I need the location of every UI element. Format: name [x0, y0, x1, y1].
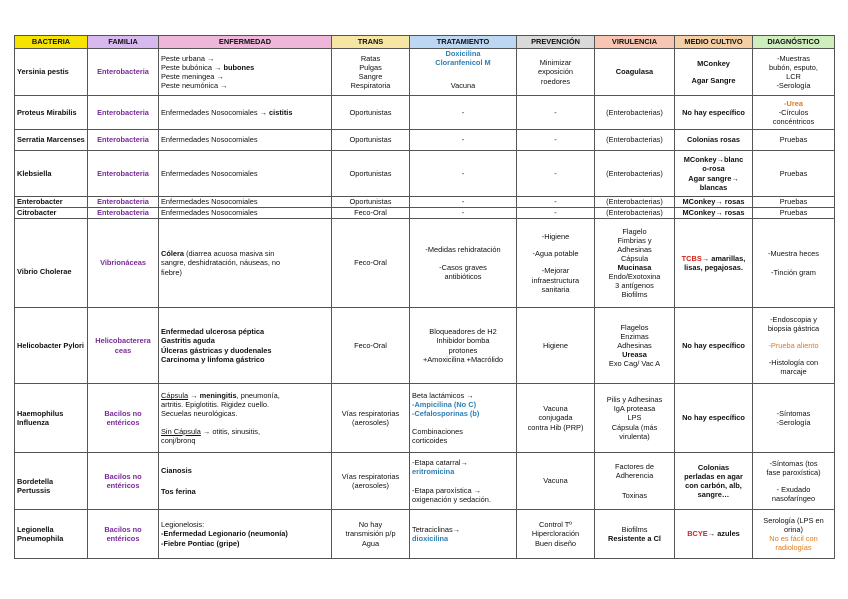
enfermedad-cell — [159, 384, 332, 453]
trat-line: Inhibidor bomba — [436, 336, 490, 346]
prevencion-cell — [517, 384, 595, 453]
vir-line: Toxinas — [621, 490, 648, 500]
diag-line: radiologías — [775, 543, 812, 553]
header-row — [15, 36, 835, 49]
trans-line: Sangre — [358, 72, 383, 81]
medio-cultivo-cell: No hay específico — [675, 96, 753, 130]
bacteria-name: Vibrio Cholerae — [15, 219, 88, 308]
trat-line: Combinaciones — [412, 426, 463, 436]
enf-highlight: meningitis — [199, 391, 237, 401]
bacteria-name: Haemophilus Influenza — [15, 384, 88, 453]
tratamiento-cell — [410, 384, 517, 453]
tratamiento-cell: - — [410, 151, 517, 197]
enf-line: → — [190, 391, 198, 401]
medio-cultivo-cell — [675, 49, 753, 96]
vir-line: Endo/Exotoxina — [608, 272, 661, 282]
medio-line: Agar sangre→ — [688, 173, 739, 183]
diag-line: -Círculos — [778, 107, 809, 117]
bacteria-name: Klebsiella — [15, 151, 88, 197]
header-medio-cultivo: MEDIO CULTIVO — [675, 36, 753, 49]
bacteria-name: Enterobacter — [15, 197, 88, 208]
medio-cultivo-cell — [675, 219, 753, 308]
table-row — [15, 219, 835, 308]
diag-line: -Muestras — [777, 53, 810, 63]
medio-cultivo-cell: MConkey→ rosas — [675, 197, 753, 208]
tratamiento-cell: - — [410, 130, 517, 151]
prev-line: Buen diseño — [534, 538, 577, 548]
prev-line: -Higiene — [541, 232, 570, 242]
familia-cell: Enterobacteria — [88, 49, 159, 96]
medio-cultivo-cell — [675, 453, 753, 510]
trans-line: Agua — [361, 538, 380, 548]
virulencia-cell — [595, 308, 675, 384]
trans-cell — [332, 49, 410, 96]
familia-cell: Enterobacteria — [88, 208, 159, 219]
prevencion-cell: - — [517, 130, 595, 151]
medio-line — [677, 254, 750, 263]
enf-line: -Enfermedad Legionario (neumonía) — [161, 529, 288, 539]
trat-line: -Ampicilina (No C) — [412, 400, 477, 410]
enf-line: Gastritis aguda — [161, 336, 215, 346]
diagnostico-cell — [753, 453, 835, 510]
bacteria-name: Serratia Marcenses — [15, 130, 88, 151]
diagnostico-cell — [753, 219, 835, 308]
vir-line: 3 antígenos — [615, 281, 654, 291]
medio-highlight: BCYE — [687, 529, 708, 539]
medio-line: perladas en agar — [684, 471, 743, 481]
diag-line: bubón, esputo, — [769, 62, 818, 72]
enfermedad-cell: Enfermedades Nosocomiales — [159, 208, 332, 219]
enf-line: artritis. Epiglotitis. Rigidez cuello. — [161, 400, 270, 410]
virulencia-cell: (Enterobacterias) — [595, 130, 675, 151]
vir-line: Cápsula (más — [611, 422, 658, 432]
vir-line: Cápsula — [620, 253, 649, 263]
trans-line: Vías respiratorias — [341, 408, 400, 418]
tratamiento-cell: - — [410, 96, 517, 130]
enf-line: conj/bronq — [161, 435, 196, 445]
table-row — [15, 151, 835, 197]
trat-line: eritromicina — [412, 466, 455, 476]
trat-line: Tetraciclinas→ — [412, 524, 461, 534]
enfermedad-cell — [159, 308, 332, 384]
trans-cell: Oportunistas — [332, 197, 410, 208]
diag-line: marcaje — [780, 367, 807, 377]
prevencion-cell — [517, 49, 595, 96]
header-trans: TRANS — [332, 36, 410, 49]
prev-line: exposición — [538, 67, 573, 77]
diag-line: -Histología con — [768, 358, 819, 368]
familia-cell: Vibrionáceas — [88, 219, 159, 308]
familia-cell: Enterobacteria — [88, 197, 159, 208]
medio-cultivo-cell — [675, 151, 753, 197]
tratamiento-cell — [410, 49, 517, 96]
prev-line: Hipercloración — [531, 529, 580, 539]
diag-line: -Síntomas — [776, 408, 811, 418]
trans-cell: Oportunistas — [332, 151, 410, 197]
trat-line: Vacuna — [450, 81, 476, 91]
table-row — [15, 96, 835, 130]
vir-line: Flagelos — [620, 322, 649, 332]
prevencion-cell: - — [517, 96, 595, 130]
prev-line: contra Hib (PRP) — [527, 422, 584, 432]
medio-line: lisas, pegajosas. — [684, 263, 743, 272]
trans-line: (aerosoles) — [352, 481, 389, 490]
diagnostico-cell — [753, 510, 835, 559]
trat-line: oxigenación y sedación. — [412, 495, 491, 505]
medio-cultivo-cell: Colonias rosas — [675, 130, 753, 151]
prev-line: -Mejorar — [541, 266, 570, 276]
diag-line: -Tinción gram — [771, 267, 816, 277]
trat-line: dioxicilina — [412, 534, 449, 543]
trans-line: No hay — [358, 520, 383, 530]
virulencia-cell — [595, 384, 675, 453]
diagnostico-cell: Pruebas — [753, 151, 835, 197]
diag-line: -Serología — [776, 81, 811, 91]
familia-cell: Bacilos no entéricos — [88, 384, 159, 453]
enfermedad-cell — [159, 49, 332, 96]
enfermedad-cell: Enfermedades Nosocomiales — [159, 151, 332, 197]
medio-line: → azules — [707, 529, 740, 539]
enf-line: Cianosis — [161, 465, 192, 475]
header-prevencion: PREVENCIÓN — [517, 36, 595, 49]
diagnostico-cell — [753, 384, 835, 453]
trans-cell: Oportunistas — [332, 130, 410, 151]
vir-line: Biofilms — [621, 524, 648, 534]
medio-line: con carbón, alb, — [685, 481, 742, 490]
prevencion-cell — [517, 510, 595, 559]
medio-line: MConkey→blanc — [683, 155, 744, 165]
enf-underline: Cápsula — [161, 391, 189, 401]
medio-cultivo-cell — [675, 510, 753, 559]
vir-line: Flagelo — [622, 226, 647, 236]
tratamiento-cell — [410, 453, 517, 510]
prevencion-cell — [517, 219, 595, 308]
medio-line: o-rosa — [702, 164, 725, 174]
trans-cell — [332, 510, 410, 559]
enf-line — [161, 63, 329, 72]
header-virulencia: VIRULENCIA — [595, 36, 675, 49]
vir-line: Adherencia — [615, 471, 654, 481]
prev-line: sanitaria — [541, 284, 570, 294]
virulencia-cell: (Enterobacterias) — [595, 96, 675, 130]
trat-line: protones — [448, 345, 478, 355]
medio-line: → amarillas, — [701, 253, 746, 263]
diagnostico-cell — [753, 49, 835, 96]
vir-line: Adhesinas — [617, 244, 652, 254]
enfermedad-cell: Enfermedades Nosocomiales — [159, 130, 332, 151]
trat-line: Beta lactámicos → — [412, 391, 474, 401]
vir-line: LPS — [627, 413, 642, 423]
diag-line: biopsia gástrica — [767, 323, 820, 333]
trat-line: -Casos graves — [439, 262, 487, 272]
virulencia-cell: (Enterobacterias) — [595, 197, 675, 208]
medio-highlight: TCBS — [681, 253, 702, 263]
bacteria-name: Proteus Mirabilis — [15, 96, 88, 130]
medio-cultivo-cell: No hay específico — [675, 308, 753, 384]
trat-line: -Etapa catarral→ — [412, 457, 468, 467]
vir-line: Pilis y Adhesinas — [606, 395, 663, 405]
familia-cell: Enterobacteria — [88, 130, 159, 151]
vir-line: Factores de — [614, 462, 655, 472]
header-familia: FAMILIA — [88, 36, 159, 49]
bacteria-name: Legionella Pneumophila — [15, 510, 88, 559]
prev-line: roedores — [540, 76, 571, 86]
trat-line: +Amoxicilina +Macrólido — [422, 354, 504, 364]
bacteria-name: Yersinia pestis — [15, 49, 88, 96]
medio-line: MConkey — [697, 58, 730, 68]
enf-line: -Fiebre Pontiac (gripe) — [161, 538, 240, 548]
prev-line: -Agua potable — [532, 249, 579, 259]
enfermedad-cell: Enfermedades Nosocomiales — [159, 197, 332, 208]
tratamiento-cell: - — [410, 208, 517, 219]
familia-cell: Bacilos no entéricos — [88, 510, 159, 559]
header-enfermedad: ENFERMEDAD — [159, 36, 332, 49]
medio-cultivo-cell: MConkey→ rosas — [675, 208, 753, 219]
trat-line: Cloranfenicol M — [435, 58, 491, 68]
trans-line: Respiratoria — [350, 81, 391, 91]
enf-line: Carcinoma y linfoma gástrico — [161, 354, 265, 364]
enfermedad-cell — [159, 510, 332, 559]
trat-line: -Medidas rehidratación — [425, 244, 501, 254]
trans-cell — [332, 453, 410, 510]
prev-line: conjugada — [538, 413, 573, 423]
table-row — [15, 510, 835, 559]
familia-cell: Helicobacterera ceas — [88, 308, 159, 384]
medio-cultivo-cell: No hay específico — [675, 384, 753, 453]
medio-line: sangre… — [697, 490, 730, 500]
medio-line: blancas — [699, 182, 728, 192]
tratamiento-cell — [410, 510, 517, 559]
trat-line: Bloqueadores de H2 — [429, 327, 497, 337]
vir-line: Fimbrias y — [617, 235, 652, 245]
diag-line: -Endoscopia y — [770, 314, 817, 324]
diag-line: Serología (LPS en — [763, 515, 824, 525]
medio-line: Colonias — [697, 462, 730, 472]
diagnostico-cell: Pruebas — [753, 130, 835, 151]
diag-line: concéntricos — [772, 117, 815, 127]
prevencion-cell: - — [517, 208, 595, 219]
enf-highlight: cistitis — [269, 107, 293, 117]
trat-line: -Etapa paroxística → — [412, 486, 482, 495]
enf-line: (diarrea acuosa masiva sin — [184, 249, 275, 259]
trans-cell: Oportunistas — [332, 96, 410, 130]
bacteria-name: Helicobacter Pylori — [15, 308, 88, 384]
diagnostico-cell — [753, 308, 835, 384]
table-row — [15, 49, 835, 96]
enf-line: Tos ferina — [161, 487, 196, 496]
table-row — [15, 197, 835, 208]
table-row — [15, 308, 835, 384]
enf-line: Peste urbana → — [161, 53, 215, 63]
enf-line: Peste bubónica → — [161, 62, 222, 72]
trat-line: -Cefalosporinas (b) — [412, 409, 480, 419]
trans-line: (aerosoles) — [352, 418, 389, 427]
table-row — [15, 384, 835, 453]
familia-cell: Bacilos no entéricos — [88, 453, 159, 510]
virulencia-cell — [595, 510, 675, 559]
prevencion-cell: Vacuna — [517, 453, 595, 510]
diag-line: -Síntomas (tos — [769, 458, 818, 468]
enf-highlight: Cólera — [161, 249, 185, 259]
enfermedad-cell — [159, 96, 332, 130]
tratamiento-cell: - — [410, 197, 517, 208]
tratamiento-cell — [410, 219, 517, 308]
virulencia-cell: (Enterobacterias) — [595, 208, 675, 219]
virulencia-cell: (Enterobacterias) — [595, 151, 675, 197]
diag-line: nasofaríngeo — [771, 494, 816, 504]
table-row — [15, 453, 835, 510]
vir-line: Enzimas — [620, 331, 649, 341]
enf-line: Secuelas neurológicas. — [161, 409, 238, 419]
enf-underline: Sin Cápsula — [161, 426, 201, 436]
trat-line: Doxicilina — [445, 49, 481, 58]
enf-line: → otitis, sinusitis, — [202, 426, 261, 436]
virulencia-cell — [595, 453, 675, 510]
enf-line: , pneumonía, — [236, 391, 280, 401]
enf-line — [161, 391, 329, 400]
trat-line: corticoides — [412, 435, 448, 445]
vir-line: IgA proteasa — [613, 404, 656, 414]
prev-line: Vacuna — [543, 404, 568, 414]
bacteria-name: Bordetella Pertussis — [15, 453, 88, 510]
trans-line: transmisión p/p — [345, 529, 396, 539]
virulencia-cell — [595, 219, 675, 308]
enfermedad-cell — [159, 219, 332, 308]
bacteria-name: Citrobacter — [15, 208, 88, 219]
virulencia-cell: Coagulasa — [595, 49, 675, 96]
trans-cell — [332, 384, 410, 453]
header-tratamiento: TRATAMIENTO — [410, 36, 517, 49]
diag-line: LCR — [786, 72, 801, 81]
familia-cell: Enterobacteria — [88, 96, 159, 130]
trans-line: Pulgas — [359, 62, 382, 72]
prev-line: infraestructura — [531, 275, 580, 285]
header-diagnostico: DIAGNÓSTICO — [753, 36, 835, 49]
vir-line: Biofilms — [621, 290, 648, 300]
diagnostico-cell: Pruebas — [753, 208, 835, 219]
enf-line: sangre, deshidratación, náuseas, no — [161, 258, 281, 268]
table-row — [15, 208, 835, 219]
prev-line: Control Tº — [539, 520, 572, 530]
diag-line: -Muestra heces — [768, 249, 819, 259]
trans-cell: Feco-Oral — [332, 219, 410, 308]
trat-line: antibióticos — [444, 272, 482, 282]
vir-line: Adhesinas — [617, 340, 652, 350]
vir-line: virulenta) — [619, 431, 650, 441]
vir-line: Ureasa — [622, 350, 647, 360]
enf-line: Enfermedades Nosocomiales → — [161, 107, 267, 117]
diag-line: - Exudado — [776, 485, 811, 494]
vir-line: Resistente a Cl — [608, 534, 661, 543]
enf-line: Legionelosis: — [161, 520, 205, 530]
diagnostico-cell: Pruebas — [753, 197, 835, 208]
diag-line: No es fácil con — [769, 534, 818, 543]
bacteria-summary-table — [14, 35, 835, 559]
enf-line: Peste meningea → — [161, 72, 224, 81]
prevencion-cell: - — [517, 197, 595, 208]
trans-line: Ratas — [360, 53, 381, 63]
vir-line: Mucinasa — [617, 263, 652, 272]
diag-line: -Urea — [784, 98, 803, 108]
prev-line: Minimizar — [539, 58, 572, 68]
table-row — [15, 130, 835, 151]
diag-line: -Prueba aliento — [768, 340, 819, 350]
diag-line: orina) — [784, 524, 803, 534]
diagnostico-cell — [753, 96, 835, 130]
medio-line: Agar Sangre — [691, 76, 736, 85]
diag-line: fase paroxística) — [766, 467, 821, 477]
diag-line: -Serología — [776, 418, 811, 427]
enf-line: fiebre) — [161, 267, 182, 277]
enf-line — [161, 427, 329, 436]
tratamiento-cell — [410, 308, 517, 384]
enfermedad-cell — [159, 453, 332, 510]
vir-line: Exo Cag/ Vac A — [608, 359, 661, 369]
trans-cell: Feco-Oral — [332, 308, 410, 384]
enf-line: Peste neumónica → — [161, 81, 228, 91]
enf-line: Enfermedad ulcerosa péptica — [161, 327, 265, 337]
trans-cell: Feco-Oral — [332, 208, 410, 219]
prevencion-cell: - — [517, 151, 595, 197]
enf-highlight: bubones — [223, 62, 255, 72]
header-bacteria: BACTERIA — [15, 36, 88, 49]
familia-cell: Enterobacteria — [88, 151, 159, 197]
enf-line — [161, 249, 329, 258]
prevencion-cell: Higiene — [517, 308, 595, 384]
trans-line: Vías respiratorias — [341, 471, 400, 481]
enf-line: Úlceras gástricas y duodenales — [161, 345, 272, 355]
